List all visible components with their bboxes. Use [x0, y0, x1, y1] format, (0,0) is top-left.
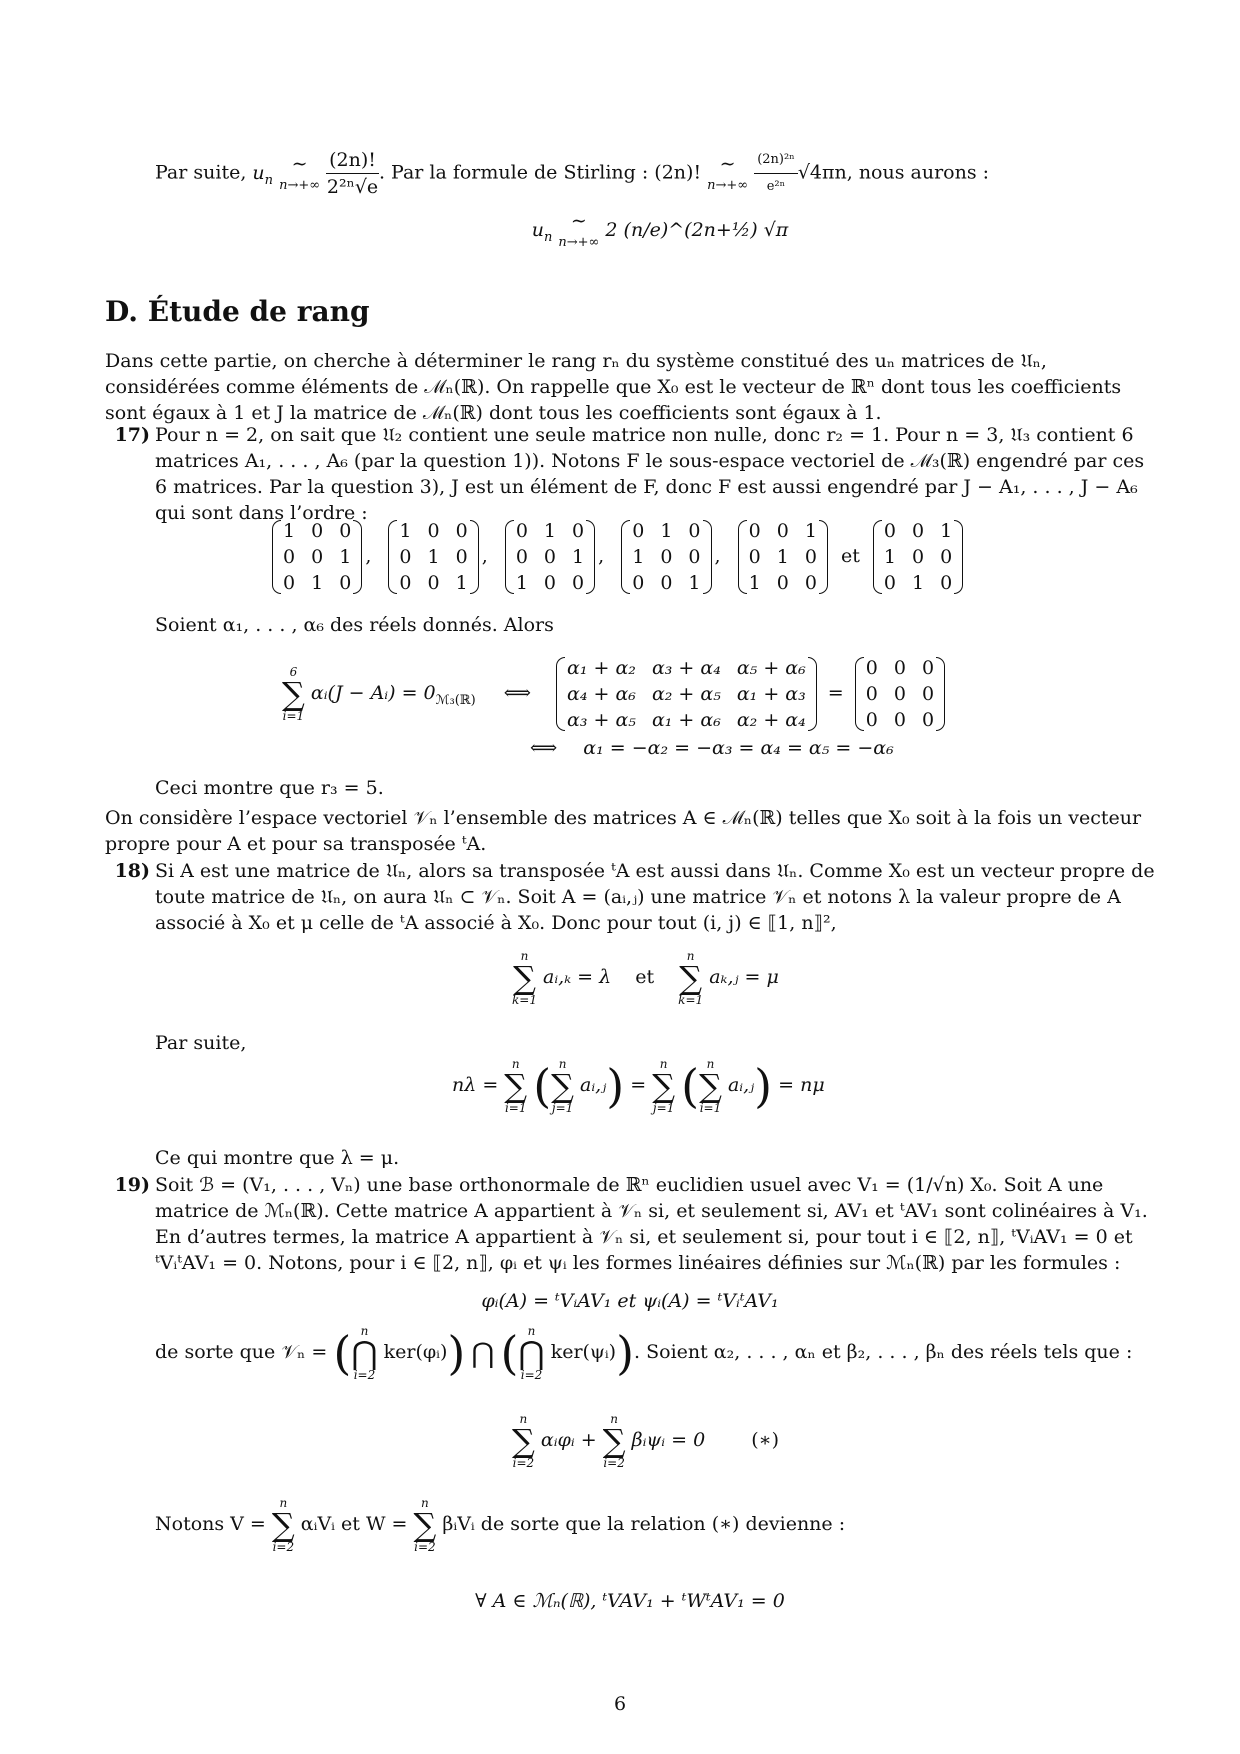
- stirling-text: . Par la formule de Stirling : (2n)!: [378, 161, 702, 184]
- q19-vn-line: de sorte que 𝒱ₙ = ( n ⋂ i=2 ker(φᵢ)) ⋂ ( n ⋂ i=2 ker(ψᵢ)). Soient α₂, . . . , αₙ et β₂, . . . , βₙ des réels tels que :: [155, 1324, 1133, 1382]
- aij-2: aᵢ,ⱼ: [727, 1074, 755, 1096]
- matrix-cell: α₁ + α₃: [736, 683, 806, 705]
- matrix-cell: 1: [515, 572, 528, 594]
- matrix-cell: 0: [399, 546, 412, 568]
- matrix-cell: 1: [688, 572, 701, 594]
- matrix-cell: 0: [748, 546, 761, 568]
- frac-num: (2n)!: [326, 147, 379, 174]
- sum-beta: n ∑ i=2: [602, 1412, 626, 1470]
- final-eq: ∀ A ∈ ℳₙ(ℝ), ᵗVAV₁ + ᵗWᵗAV₁ = 0: [475, 1590, 785, 1612]
- sum-i-2: i=1: [699, 1101, 722, 1115]
- matrix-cell: 0: [940, 572, 953, 594]
- q18-text: Si A est une matrice de 𝔘ₙ, alors sa transposée ᵗA est aussi dans 𝔘ₙ. Comme X₀ est un vecteur propre de toute matrice de 𝔘ₙ, on aura 𝔘ₙ ⊂ 𝒱ₙ. Soit A = (aᵢ,ⱼ) une matrice 𝒱ₙ et notons λ la valeur propre de A associé à X₀ et μ celle de ᵗA associé à X₀. Donc pour tout (i, j) ∈ ⟦1, n⟧²,: [155, 860, 1155, 934]
- matrix-cell: 0: [311, 546, 324, 568]
- matrix-cell: 0: [883, 572, 896, 594]
- matrix-cell: 0: [748, 520, 761, 542]
- matrix-cell: α₂ + α₅: [651, 683, 721, 705]
- alpha-matrix: [559, 655, 814, 733]
- page-number: 6: [613, 1693, 627, 1715]
- matrix-cell: 0: [911, 546, 925, 568]
- star-label: (∗): [751, 1429, 779, 1451]
- matrix-5: [741, 518, 825, 596]
- sum-sub: ℳ₃(ℝ): [435, 692, 476, 708]
- q17-soient: Soient α₁, . . . , α₆ des réels donnés. Alors: [155, 614, 554, 636]
- q17-second-line: [530, 735, 894, 761]
- cap-i2-1: i=2: [353, 1368, 376, 1382]
- matrix-cell: 1: [776, 546, 789, 568]
- sum-alpha: n ∑ i=2: [512, 1412, 535, 1470]
- q17-sum-equation: [282, 655, 942, 733]
- matrix-cell: 1: [543, 520, 556, 542]
- q17-matrices-row: 1 0 0 0 0 1 0 1 0 , 1 0 0 0 1 0 0 0 1 , 0 1 0 0 0 1 1 0 0 , 0 1 0 1 0 0 0 0 1 , 0 0 1 0 1 0 1 0 0 et 0 0 1 1 0 0 0 1 0: [275, 518, 960, 596]
- q19-text: Soit ℬ = (V₁, . . . , Vₙ) une base orthonormale de ℝⁿ euclidien usuel avec V₁ = (1/√n) X₀. Soit A une matrice de ℳₙ(ℝ). Cette matrice A appartient à 𝒱ₙ si, et seulement si, AV₁ et ᵗAV₁ sont colinéaires à V₁. En d’autres termes, la matrice A appartient à 𝒱ₙ si, et seulement si, pour tout i ∈ ⟦2, n⟧, ᵗVᵢAV₁ = 0 et ᵗVᵢᵗAV₁ = 0. Notons, pour i ∈ ⟦2, n⟧, φᵢ et ψᵢ les formes linéaires définies sur ℳₙ(ℝ) par les formules :: [155, 1174, 1148, 1274]
- sum-v: n ∑ i=2: [271, 1496, 295, 1554]
- matrix-cell: 0: [427, 572, 440, 594]
- matrix-cell: 0: [515, 546, 528, 568]
- equiv-sub: n→+∞: [279, 177, 321, 193]
- sum-k: k=1: [512, 993, 537, 1007]
- result-u: u: [531, 219, 544, 241]
- frac-den: 2²ⁿ√e: [326, 176, 379, 198]
- matrix-cell: 1: [399, 520, 412, 542]
- cap-i2-2: i=2: [520, 1368, 543, 1382]
- equals: =: [827, 682, 844, 704]
- cap-symbol-1: ⋂: [351, 1334, 378, 1372]
- matrix-cell: 0: [865, 683, 878, 705]
- sum-n-3: n: [511, 1057, 520, 1071]
- q17-conclusion: Ceci montre que r₃ = 5.: [155, 777, 384, 799]
- section-title: D. Étude de rang: [105, 295, 370, 328]
- matrix-cell: 0: [921, 709, 935, 731]
- de-sorte-prefix: de sorte que 𝒱ₙ =: [155, 1341, 328, 1363]
- eq1-left: aᵢ,ₖ = λ: [543, 966, 612, 988]
- matrices-et: et: [840, 545, 860, 567]
- matrix-6: [876, 518, 960, 596]
- sum-n-6: n: [706, 1057, 715, 1071]
- matrix-cell: α₃ + α₄: [651, 657, 721, 679]
- matrix-cell: 0: [804, 572, 817, 594]
- matrix-cell: α₅ + α₆: [736, 657, 806, 679]
- sum-bottom: i=1: [282, 709, 305, 723]
- cap-symbol-2: ⋂: [518, 1334, 545, 1372]
- matrix-cell: 0: [921, 683, 935, 705]
- matrix-cell: 0: [572, 520, 585, 542]
- matrix-cell: 1: [427, 546, 440, 568]
- matrix-cell: 0: [893, 657, 906, 679]
- equiv-sub-2: n→+∞: [707, 177, 749, 193]
- matrix-cell: 0: [339, 520, 352, 542]
- q17-number: 17): [114, 424, 150, 446]
- eq2-mid: =: [630, 1074, 647, 1096]
- sum-i: i=1: [504, 1101, 527, 1115]
- sum-symbol: 6 ∑ i=1: [282, 665, 305, 723]
- sum-j2: n ∑ j=1: [652, 1057, 676, 1115]
- matrix-cell: α₂ + α₄: [736, 709, 806, 731]
- matrix-1: [275, 518, 359, 596]
- cap-1: n ⋂ i=2: [351, 1324, 378, 1382]
- matrix-cell: 0: [911, 520, 925, 542]
- matrix-cell: 0: [893, 709, 906, 731]
- sum-i2: n ∑ i=1: [699, 1057, 722, 1115]
- matrix-cell: 0: [283, 572, 296, 594]
- sum-j-2: j=1: [652, 1101, 675, 1115]
- sum-w: n ∑ i=2: [413, 1496, 437, 1554]
- matrix-cell: 0: [804, 546, 817, 568]
- matrix-cell: 1: [660, 520, 673, 542]
- cap-middle: ⋂: [471, 1336, 495, 1370]
- iff-1: ⟺: [503, 682, 531, 704]
- matrix-cell: α₁ + α₆: [651, 709, 721, 731]
- star-lhs: αᵢφᵢ +: [540, 1429, 597, 1451]
- de-sorte-suffix: . Soient α₂, . . . , αₙ et β₂, . . . , βₙ des réels tels que :: [634, 1341, 1133, 1363]
- matrix-cell: 1: [283, 520, 296, 542]
- matrix-cell: 0: [515, 520, 528, 542]
- matrix-cell: 1: [883, 546, 896, 568]
- matrix-cell: 1: [455, 572, 468, 594]
- stirling-den: e²ⁿ: [766, 179, 786, 194]
- q18-eq2: nλ = n ∑ i=1 ( n ∑ j=1 aᵢ,ⱼ) = n ∑ j=1 ( n ∑ i=1 aᵢ,ⱼ) = nμ: [452, 1057, 825, 1115]
- q19-forms: [420, 1290, 840, 1312]
- matrix-cell: 1: [311, 572, 324, 594]
- sum-n-2: n: [686, 949, 695, 963]
- matrix-cell: 1: [632, 546, 645, 568]
- matrix-cell: 0: [543, 572, 556, 594]
- matrix-cell: 0: [455, 546, 468, 568]
- matrix-4: [624, 518, 708, 596]
- matrix-cell: 0: [283, 546, 296, 568]
- matrix-cell: 0: [940, 546, 953, 568]
- stirling-frac: [754, 147, 798, 200]
- matrix-cell: 0: [572, 572, 585, 594]
- matrix-cell: α₄ + α₆: [567, 683, 636, 705]
- notons-i2-1: i=2: [272, 1540, 295, 1554]
- section-intro: Dans cette partie, on cherche à déterminer le rang rₙ du système constitué des uₙ matrices de 𝔘ₙ, considérées comme éléments de ℳₙ(ℝ). On rappelle que X₀ est le vecteur de ℝⁿ dont tous les coefficients sont égaux à 1 et J la matrice de ℳₙ(ℝ) dont tous les coefficients sont égaux à 1.: [105, 350, 1122, 424]
- notons-w: βᵢVᵢ de sorte que la relation (∗) devienne :: [442, 1513, 846, 1535]
- cap-2: n ⋂ i=2: [518, 1324, 545, 1382]
- sum-n: n: [520, 949, 529, 963]
- matrix-cell: 1: [748, 572, 761, 594]
- eq1-right: aₖ,ⱼ = μ: [709, 966, 779, 988]
- zero-matrix: [858, 655, 942, 733]
- sum-i1: n ∑ i=1: [504, 1057, 528, 1115]
- matrix-cell: 0: [632, 572, 645, 594]
- aij-1: aᵢ,ⱼ: [580, 1074, 607, 1096]
- forms: φᵢ(A) = ᵗVᵢAV₁ et ψᵢ(A) = ᵗVᵢᵗAV₁: [481, 1290, 779, 1312]
- matrix-cell: 1: [911, 572, 925, 594]
- matrix-cell: 1: [804, 520, 817, 542]
- eq2-left: nλ =: [452, 1074, 499, 1096]
- notons-v: αᵢVᵢ et W =: [300, 1513, 408, 1535]
- sum-k1: n ∑ k=1: [512, 949, 537, 1007]
- result-rhs: 2 (n/e)^(2n+½) √π: [605, 219, 789, 241]
- matrix-cell: 0: [427, 520, 440, 542]
- matrix-cell: 0: [399, 572, 412, 594]
- star-i2-2: i=2: [603, 1456, 625, 1470]
- matrix-cell: 0: [865, 709, 878, 731]
- matrix-cell: 0: [688, 546, 701, 568]
- sum-k-2: k=1: [678, 993, 704, 1007]
- stirling-root: √4πn: [797, 161, 847, 184]
- matrix-cell: 0: [543, 546, 556, 568]
- matrix-cell: 0: [883, 520, 896, 542]
- matrix-cell: α₃ + α₅: [567, 709, 636, 731]
- q19-number: 19): [114, 1174, 150, 1196]
- vn-paragraph: On considère l’espace vectoriel 𝒱ₙ l’ensemble des matrices A ∈ ℳₙ(ℝ) telles que X₀ soit à la fois un vecteur propre pour A et pour sa transposée ᵗA.: [105, 807, 1142, 855]
- matrix-3: [508, 518, 592, 596]
- matrix-cell: 0: [688, 520, 701, 542]
- matrix-cell: 0: [455, 520, 468, 542]
- q18-eq1: [512, 950, 779, 1006]
- intro-line: Par suite, $u_n$ ∼ n→+∞ $\frac{(2n)!}{\text{2²ⁿ√e}}$ . Par la formule de Stirling : (2n)! ∼ n→+∞ $\frac{\text{(2n)²ⁿ}}{\text{e²ⁿ}}$ √4πn, nous aurons :: [155, 149, 990, 198]
- matrix-cell: 1: [572, 546, 585, 568]
- matrix-2: [391, 518, 475, 596]
- ker-phi: ker(φᵢ): [383, 1341, 448, 1363]
- eq1-et: et: [635, 966, 655, 988]
- sum-n-5: n: [659, 1057, 668, 1071]
- fraction-2n: [326, 147, 379, 200]
- notons-prefix: Notons V =: [155, 1513, 266, 1535]
- matrix-cell: 0: [339, 572, 352, 594]
- intro-prefix: Par suite,: [155, 161, 247, 184]
- matrix-cell: α₁ + α₂: [567, 657, 636, 679]
- eq2-right: = nμ: [778, 1074, 825, 1096]
- q19-star-eq: [512, 1413, 779, 1469]
- q18-par-suite: Par suite,: [155, 1032, 247, 1054]
- ker-psi: ker(ψᵢ): [550, 1341, 617, 1363]
- matrix-cell: 0: [632, 520, 645, 542]
- sum-body: αᵢ(J − Aᵢ) = 0: [310, 682, 436, 704]
- sum-j1: n ∑ j=1: [551, 1057, 574, 1115]
- q18-conclusion: Ce qui montre que λ = μ.: [155, 1147, 400, 1169]
- matrix-cell: 0: [311, 520, 324, 542]
- matrix-cell: 0: [776, 572, 789, 594]
- matrix-cell: 0: [921, 657, 935, 679]
- q19-final: [420, 1590, 840, 1612]
- q17-text: Pour n = 2, on sait que 𝔘₂ contient une seule matrice non nulle, donc r₂ = 1. Pour n = 3, 𝔘₃ contient 6 matrices A₁, . . . , A₆ (par la question 1)). Notons F le sous-espace vectoriel de ℳ₃(ℝ) engendré par ces 6 matrices. Par la question 3), J est un élément de F, donc F est aussi engendré par J − A₁, . . . , J − A₆ qui sont dans l’ordre :: [155, 424, 1145, 524]
- sum-j: j=1: [551, 1101, 574, 1115]
- equiv-sub-3: n→+∞: [558, 235, 600, 250]
- matrix-cell: 0: [893, 683, 906, 705]
- matrix-cell: 0: [660, 546, 673, 568]
- star-i2-1: i=2: [512, 1456, 535, 1470]
- sum-n-4: n: [558, 1057, 567, 1071]
- matrix-cell: 1: [339, 546, 352, 568]
- iff-2: ⟺: [530, 737, 558, 759]
- q19-notons: [155, 1497, 845, 1553]
- star-rhs: βᵢψᵢ = 0: [631, 1429, 706, 1451]
- alpha-relation: α₁ = −α₂ = −α₃ = α₄ = α₅ = −α₆: [583, 737, 894, 759]
- matrix-cell: 0: [865, 657, 878, 679]
- notons-i2-2: i=2: [414, 1540, 436, 1554]
- matrix-cell: 0: [660, 572, 673, 594]
- stirling-result: $u_n$ ∼ n→+∞ 2 (n/e)^(2n+½) √π: [531, 210, 789, 250]
- nous-aurons: , nous aurons :: [846, 161, 990, 184]
- q18-number: 18): [114, 860, 150, 882]
- matrix-cell: 1: [940, 520, 953, 542]
- sum-top: 6: [289, 665, 298, 679]
- matrix-cell: 0: [776, 520, 789, 542]
- stirling-num: (2n)²ⁿ: [754, 147, 798, 174]
- sum-k2: n ∑ k=1: [678, 949, 704, 1007]
